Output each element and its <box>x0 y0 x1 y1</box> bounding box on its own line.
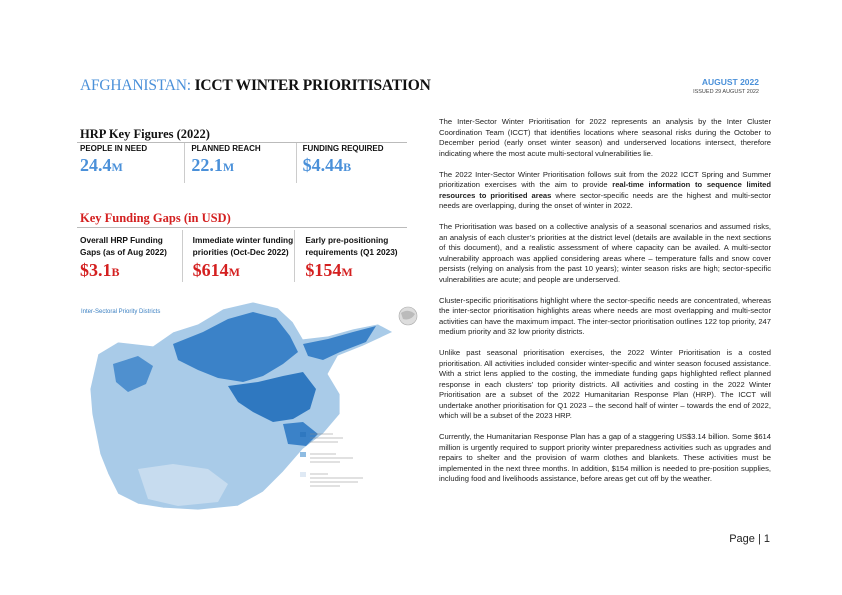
title-country: AFGHANISTAN: <box>80 77 191 94</box>
title-main: ICCT WINTER PRIORITISATION <box>194 77 431 94</box>
gap-label: Early pre-positioning requirements (Q1 2023) <box>305 235 398 257</box>
figure-people-in-need <box>77 143 185 183</box>
gap-pre-positioning <box>295 230 407 282</box>
paragraph-intro: The Inter-Sector Winter Prioritisation for 2022 represents an analysis by the Inter Cluster Coordination Team (ICCT) that identifies locations where seasonal risks during the October to December period (early onset winter season) and underserved locations intersect, therefore indicating where the most acute multi-sectoral vulnerabilities lie. <box>439 117 771 158</box>
page-number: Page | 1 <box>729 533 770 545</box>
figure-value: $4.44B <box>302 155 352 175</box>
report-date: AUGUST 2022 <box>701 77 759 87</box>
funding-gaps-title: Key Funding Gaps (in USD) <box>80 211 231 225</box>
paragraph-aim: The 2022 Inter-Sector Winter Prioritisation follows suit from the 2022 ICCT Spring and Summer prioritization exercises with the aim to provide real-time information to sequence limited resources to prioritised areas where sector-specific needs are the highest and multi-sector needs are overlapping, during the onset of winter in 2022. <box>439 169 771 210</box>
gap-immediate-winter <box>183 230 296 282</box>
paragraph-cluster: Cluster-specific prioritisations highlight where the sector-specific needs are concentrated, whereas the inter-sector prioritisation highlights areas where needs are most overlapping and multi-sector activities can have the maximum impact. The inter-sector prioritisation outlines 122 top priority, 247 medium priority and 32 low priority districts. <box>439 295 771 336</box>
key-figures <box>77 143 407 183</box>
figure-funding-required <box>297 143 407 183</box>
paragraph-funding: Currently, the Humanitarian Response Plan has a gap of a staggering US$3.14 billion. Some $614 million is urgently required to support priority winter preparedness activities such as upgrades and repairs to shelter and the provision of warm clothes and blankets. These activities must be implemented in the next three months. In addition, $154 million is needed to pre-position supplies, including food and livelihoods assistance, before areas get cut off by the weather. <box>439 432 771 483</box>
key-figures-title: HRP Key Figures (2022) <box>80 127 210 141</box>
paragraph-method: The Prioritisation was based on a collective analysis of a seasonal scenarios and assumed risks, an analysis of each cluster’s priorities at the district level (details are available in the next sections of this document), and a realistic assessment of where capacity can be availed. A multi-sector vulnerability approach was applied considering areas where – temperature falls and snow cover persists (relying on analysis from the past 10 years); winter season risks are high; sector-specific vulnerabilities are acute; and people are underserved. <box>439 222 771 284</box>
date-block <box>693 77 759 95</box>
gap-overall-hrp <box>77 230 183 282</box>
funding-gaps-divider <box>77 227 407 228</box>
figure-label: PEOPLE IN NEED <box>80 144 148 153</box>
gap-label: Overall HRP Funding Gaps (as of Aug 2022) <box>80 235 167 257</box>
gap-label: Immediate winter funding priorities (Oct-Dec 2022) <box>192 235 294 257</box>
funding-gaps <box>77 230 407 282</box>
figure-value: 22.1M <box>191 155 235 175</box>
figure-value: 24.4M <box>80 155 123 175</box>
gap-value: $614M <box>192 260 240 280</box>
document-title <box>80 77 431 95</box>
body-text <box>439 117 771 495</box>
map-title: Inter-Sectoral Priority Districts <box>81 309 161 315</box>
issued-date: ISSUED 29 AUGUST 2022 <box>693 89 759 95</box>
gap-value: $154M <box>305 260 353 280</box>
figure-label: FUNDING REQUIRED <box>302 144 384 153</box>
gap-value: $3.1B <box>80 260 120 280</box>
figure-planned-reach <box>185 143 296 183</box>
paragraph-costing: Unlike past seasonal prioritisation exercises, the 2022 Winter Prioritisation is a costed prioritisation. All activities included consider winter-specific and winter season focused assistance. With a strict lens applied to the costing, the immediate funding gaps highlighted reflect planned response in each clusters’ top priority districts. All activities and costing in the 2022 Winter Prioritisation are a subset of the 2022 Humanitarian Response Plan (HRP). The ICCT will undertake another prioritisation for Q1 2023 – the second half of winter – towards the end of 2022, which will be a subset of the 2023 HRP. <box>439 348 771 420</box>
priority-districts-map <box>78 294 423 519</box>
figure-label: PLANNED REACH <box>191 144 261 153</box>
